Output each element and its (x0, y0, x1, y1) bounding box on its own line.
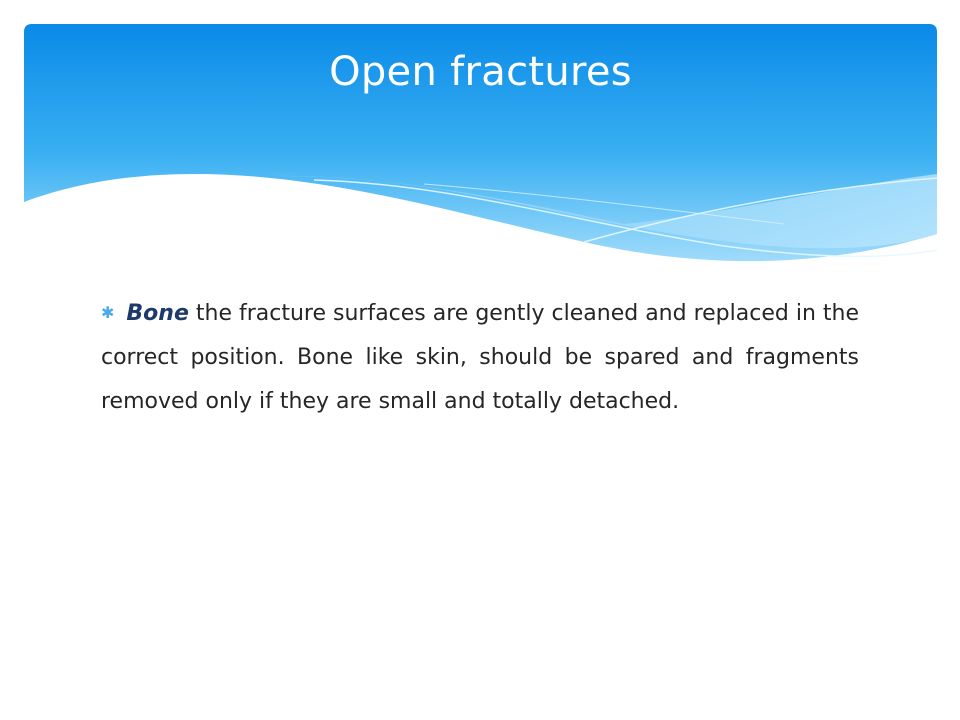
bullet-term: Bone (126, 301, 189, 326)
bullet-body-text: the fracture surfaces are gently cleaned and replaced in the correct position. Bone like skin, should be spared and fragments removed only if they are small and totally detached. (101, 301, 859, 414)
asterisk-bullet-icon: ✱ (101, 303, 115, 322)
slide-title: Open fractures (329, 49, 632, 95)
bullet-paragraph (101, 291, 859, 424)
